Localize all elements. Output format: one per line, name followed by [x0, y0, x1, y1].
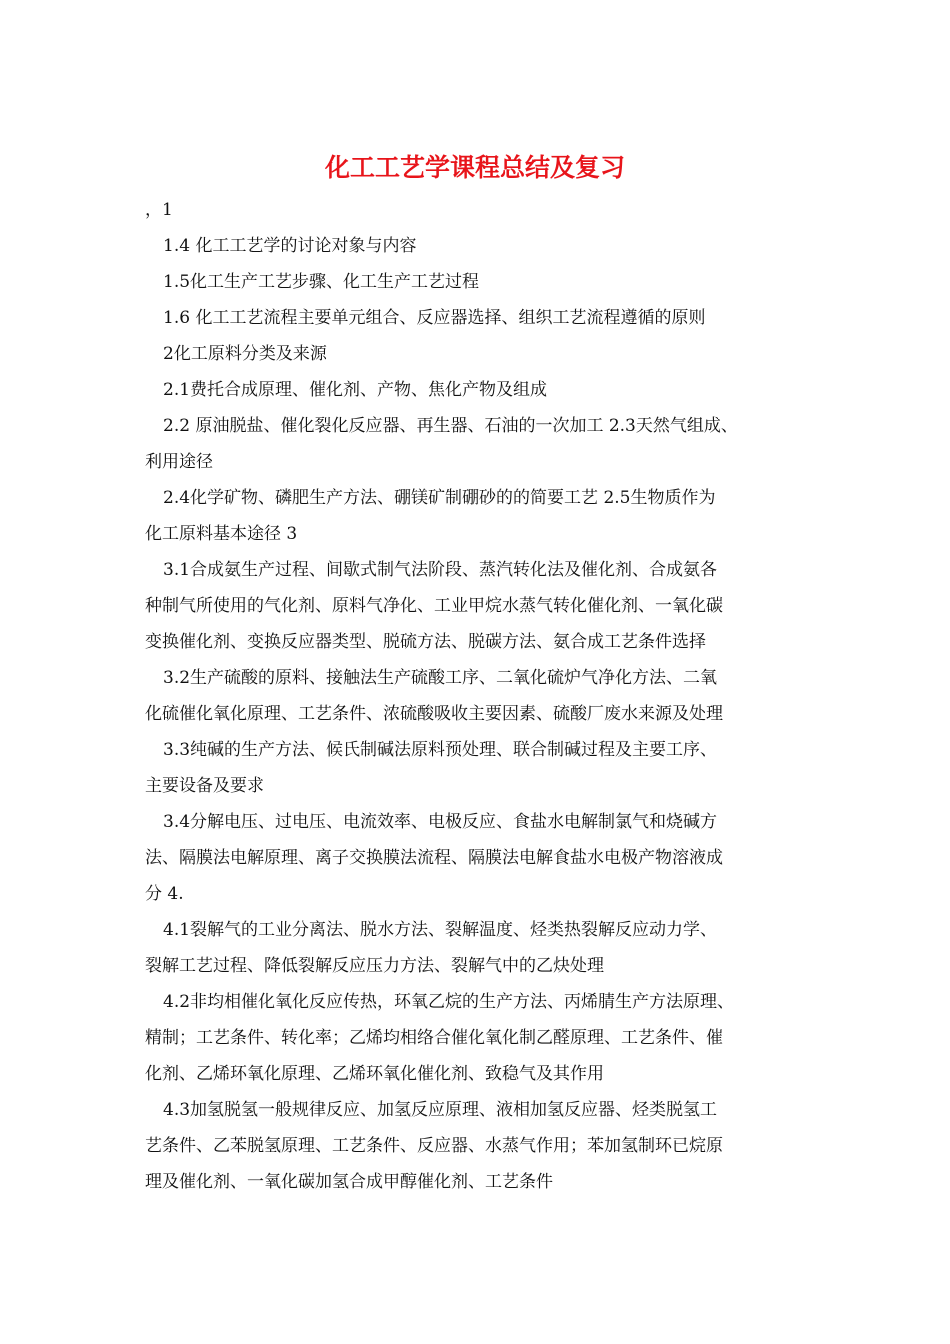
paragraph-line: 分 4. — [145, 884, 184, 904]
paragraph-line: 化硫催化氧化原理、工艺条件、浓硫酸吸收主要因素、硫酸厂废水来源及处理 — [145, 704, 723, 724]
paragraph-line: 变换催化剂、变换反应器类型、脱硫方法、脱碳方法、氨合成工艺条件选择 — [145, 632, 706, 652]
paragraph-line: 4.3加氢脱氢一般规律反应、加氢反应原理、液相加氢反应器、烃类脱氢工 — [163, 1100, 718, 1120]
paragraph-line: 3.2生产硫酸的原料、接触法生产硫酸工序、二氧化硫炉气净化方法、二氧 — [163, 668, 718, 688]
paragraph-line: 利用途径 — [145, 452, 213, 472]
paragraph-line: 精制；工艺条件、转化率；乙烯均相络合催化氧化制乙醛原理、工艺条件、催 — [145, 1028, 723, 1048]
page-title: 化工工艺学课程总结及复习 — [324, 153, 625, 182]
paragraph-line: 4.1裂解气的工业分离法、脱水方法、裂解温度、烃类热裂解反应动力学、 — [163, 920, 718, 940]
paragraph-line: 3.3纯碱的生产方法、候氏制碱法原料预处理、联合制碱过程及主要工序、 — [163, 740, 718, 760]
paragraph-line: 理及催化剂、一氧化碳加氢合成甲醇催化剂、工艺条件 — [145, 1172, 553, 1192]
paragraph-line: 1.5化工生产工艺步骤、化工生产工艺过程 — [163, 272, 480, 292]
paragraph-line: 1.6 化工工艺流程主要单元组合、反应器选择、组织工艺流程遵循的原则 — [163, 308, 706, 328]
paragraph-line: 化工原料基本途径 3 — [145, 524, 298, 544]
paragraph-line: 3.4分解电压、过电压、电流效率、电极反应、食盐水电解制氯气和烧碱方 — [163, 812, 718, 832]
paragraph-line: 主要设备及要求 — [145, 776, 264, 796]
paragraph-line: 3.1合成氨生产过程、间歇式制气法阶段、蒸汽转化法及催化剂、合成氨各 — [163, 560, 718, 580]
paragraph-line: 裂解工艺过程、降低裂解反应压力方法、裂解气中的乙炔处理 — [145, 956, 604, 976]
paragraph-line: 2.4化学矿物、磷肥生产方法、硼镁矿制硼砂的的简要工艺 2.5生物质作为 — [163, 488, 716, 508]
paragraph-line: 2化工原料分类及来源 — [163, 344, 327, 364]
paragraph-line: 4.2非均相催化氧化反应传热，环氧乙烷的生产方法、丙烯腈生产方法原理、 — [163, 992, 735, 1012]
paragraph-line: 2.1费托合成原理、催化剂、产物、焦化产物及组成 — [163, 380, 548, 400]
paragraph-line: 1.4 化工工艺学的讨论对象与内容 — [163, 236, 417, 256]
paragraph-line: 种制气所使用的气化剂、原料气净化、工业甲烷水蒸气转化催化剂、一氧化碳 — [145, 596, 723, 616]
paragraph-line: 法、隔膜法电解原理、离子交换膜法流程、隔膜法电解食盐水电极产物溶液成 — [145, 848, 723, 868]
paragraph-line: 化剂、乙烯环氧化原理、乙烯环氧化催化剂、致稳气及其作用 — [145, 1064, 604, 1084]
document-body — [145, 192, 825, 1200]
paragraph-line: 2.2 原油脱盐、催化裂化反应器、再生器、石油的一次加工 2.3天然气组成、 — [163, 416, 738, 436]
paragraph-line: 艺条件、乙苯脱氢原理、工艺条件、反应器、水蒸气作用；苯加氢制环已烷原 — [145, 1136, 723, 1156]
paragraph-line: ，1 — [145, 200, 173, 220]
